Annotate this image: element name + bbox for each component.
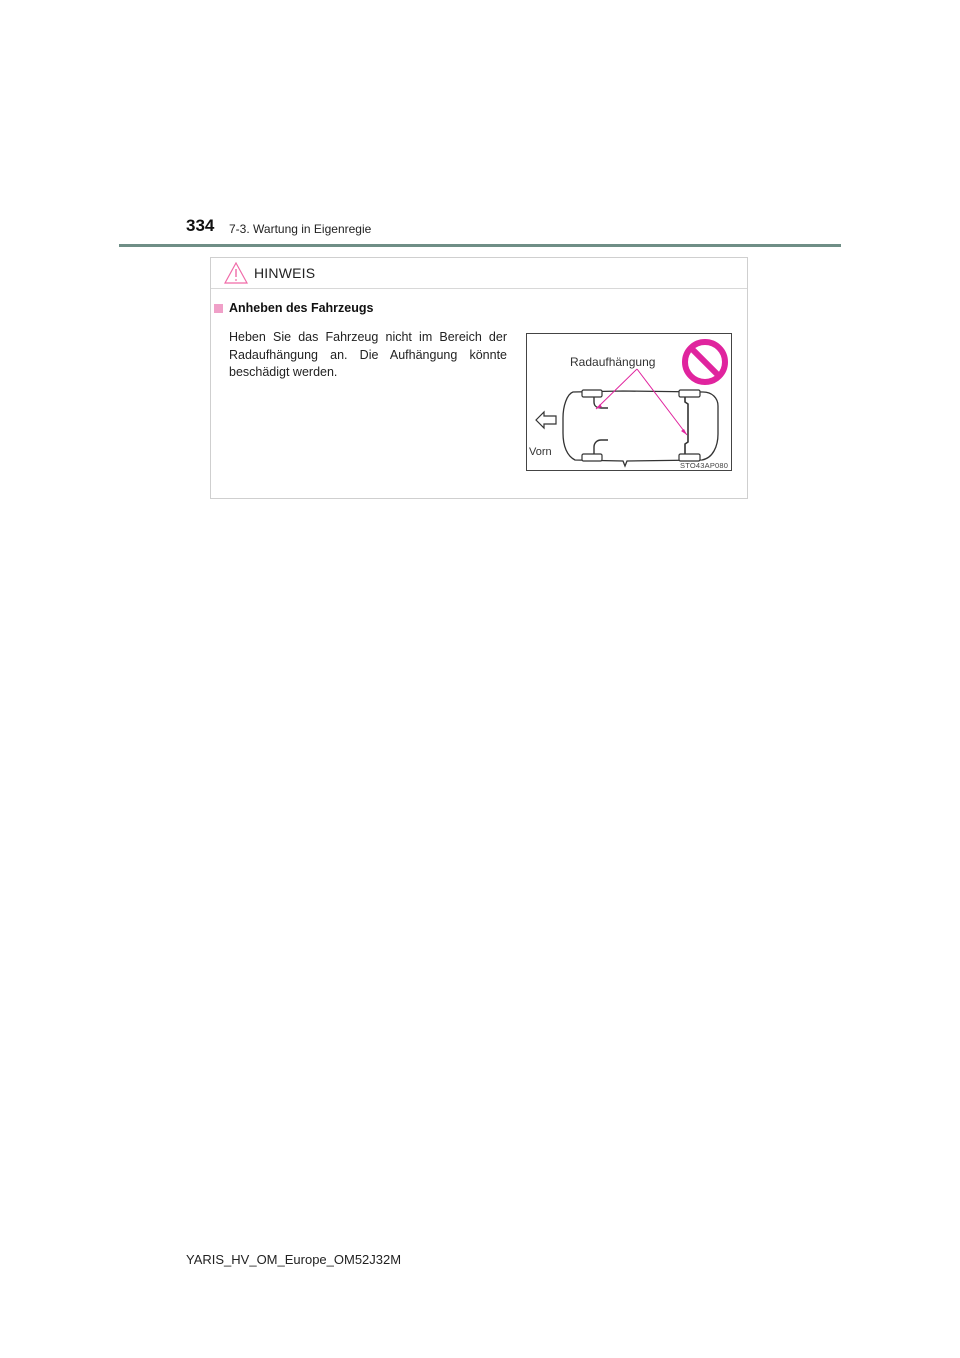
figure-code: STO43AP080 <box>680 461 729 470</box>
wheel-rear-left <box>679 390 700 397</box>
front-suspension-lower <box>594 440 608 454</box>
subheading: Anheben des Fahrzeugs <box>229 301 374 315</box>
suspension-label: Radaufhängung <box>570 355 656 369</box>
rear-axle-beam <box>685 397 688 454</box>
front-arrow-icon <box>536 412 556 428</box>
wheel-front-right <box>582 454 602 461</box>
wheel-front-left <box>582 390 602 397</box>
pointer-lines <box>596 369 687 435</box>
notice-header <box>211 258 747 289</box>
notice-title: HINWEIS <box>254 265 316 281</box>
notice-box <box>210 257 748 499</box>
header-rule <box>119 244 841 247</box>
section-title: 7-3. Wartung in Eigenregie <box>229 222 372 236</box>
footer-document-code: YARIS_HV_OM_Europe_OM52J32M <box>186 1252 402 1267</box>
page-number: 334 <box>186 216 215 235</box>
wheel-rear-right <box>679 454 700 461</box>
warning-triangle-icon <box>224 262 248 284</box>
prohibition-sign-icon <box>685 342 725 382</box>
front-label: Vorn <box>529 446 552 458</box>
vehicle-diagram <box>526 333 732 471</box>
bullet-square <box>214 304 223 313</box>
body-text: Heben Sie das Fahrzeug nicht im Bereich der Radaufhängung an. Die Aufhängung könnte beschädigt werden. <box>229 330 507 379</box>
